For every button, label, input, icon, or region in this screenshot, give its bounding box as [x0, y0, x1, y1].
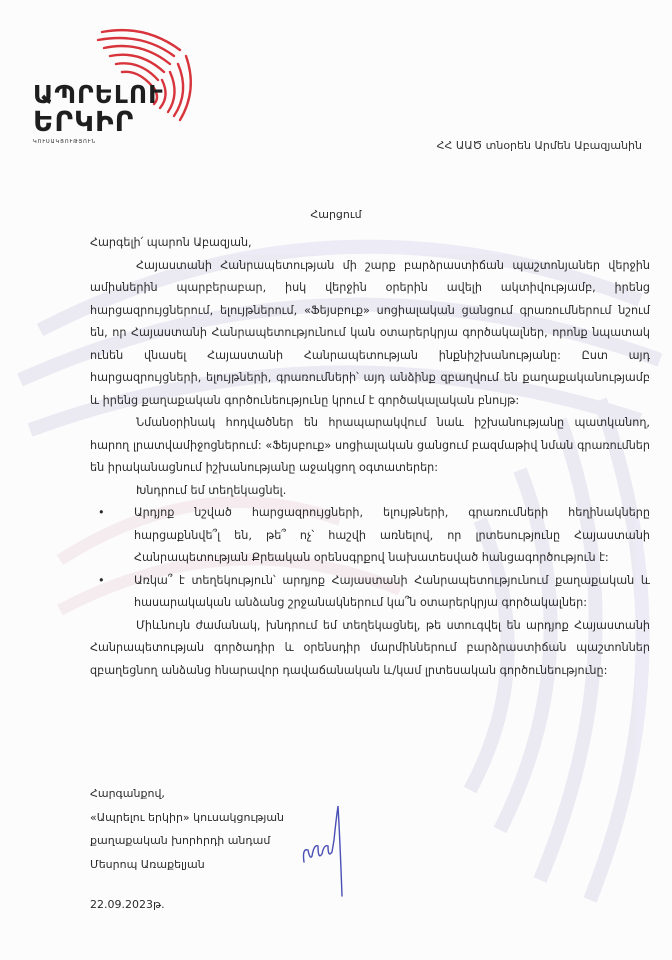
signer-name: Մեսրոպ Առաքելյան: [90, 857, 205, 871]
request-list: [90, 502, 650, 615]
bullet-icon: •: [98, 573, 105, 587]
handwritten-signature: [298, 800, 358, 900]
signoff-block: [90, 782, 284, 876]
regards: Հարգանքով,: [90, 787, 165, 800]
paragraph: Խնդրում եմ տեղեկացնել.: [136, 483, 287, 497]
list-item: [90, 570, 650, 615]
logo-wordmark: [33, 82, 164, 145]
list-item-text: Արդյոք նշված հարցազրույցների, ելույթների, գրառումների հեղինակները հարցաքննվե՞լ են, թե՞ ոչ՝ հաշվի առնելով, որ լրտեսությունը Հայաստանի Հանրապետության Քրեական օրենսգրքով նախատեսված հանցագործություն է:: [134, 506, 650, 564]
logo-line1: ԱՊՐԵԼՈՒ: [33, 80, 164, 109]
list-item-text: Առկա՞ է տեղեկություն՝ արդյոք Հայաստանի Հանրապետությունում քաղաքական և հասարակական անձանց շրջանակներում կա՞ն օտարերկրյա գործակալներ:: [134, 573, 650, 609]
addressee: ՀՀ ԱԱԾ տնօրեն Արմեն Աբազյանին: [436, 139, 642, 152]
bullet-icon: •: [98, 506, 105, 519]
logo-line2: ԵՐԿԻՐ: [33, 105, 135, 138]
list-item: [90, 502, 650, 570]
letter-date: 22.09.2023թ.: [90, 898, 165, 911]
logo-tagline: ԿՈՒՍԱԿՑՈՒԹՅՈՒՆ: [33, 139, 97, 145]
organization: «Ապրելու երկիր» կուսակցության: [90, 810, 285, 824]
paragraph: Նմանօրինակ հոդվածներ են հրապարակվում նաև իշխանությանը պատկանող, հարող լրատվամիջոցներում: «Ֆեյսբուք» սոցիալական ցանցում բազմաթիվ նման գրառումներ են իրականացնում իշխանությանը աջակցող օգտատերեր:: [90, 416, 650, 474]
letter-body: [90, 232, 650, 682]
role: քաղաքական խորհրդի անդամ: [90, 834, 271, 847]
greeting: Հարգելի՛ պարոն Աբազյան,: [90, 236, 252, 249]
paragraph: Հայաստանի Հանրապետության մի շարք բարձրաստիճան պաշտոնյաներ վերջին ամիսներին պարբերաբար, իսկ վերջին օրերին ավելի ակտիվությամբ, իրենց հարցազրույցներում, ելույթներում, «Ֆեյսբուք» սոցիալական ցանցում գրառումներում նշում են, որ Հայաստանի Հանրապետությունում կան օտարերկրյա գործակալներ, որոնք նպատակ ունեն վնասել Հայաստանի Հանրապետության ինքնիշխանությանը: Ըստ այդ հարցազրույցների, ելույթների, գրառումների՝ այդ անձինք զբաղվում են քաղաքականությամբ և իրենց քաղաքական գործունեությունը կրում է գործակալական բնույթ:: [90, 258, 650, 407]
document-title: Հարցում: [310, 208, 362, 221]
closing-paragraph: Միևնույն ժամանակ, խնդրում եմ տեղեկացնել, թե ստուգվել են արդյոք Հայաստանի Հանրապետության գործադիր և օրենսդիր մարմիններում բարձրաստիճան պաշտոններ զբաղեցնող անձանց հնարավոր դավաճանական և/կամ լրտեսական գործունեությունը:: [90, 618, 650, 677]
